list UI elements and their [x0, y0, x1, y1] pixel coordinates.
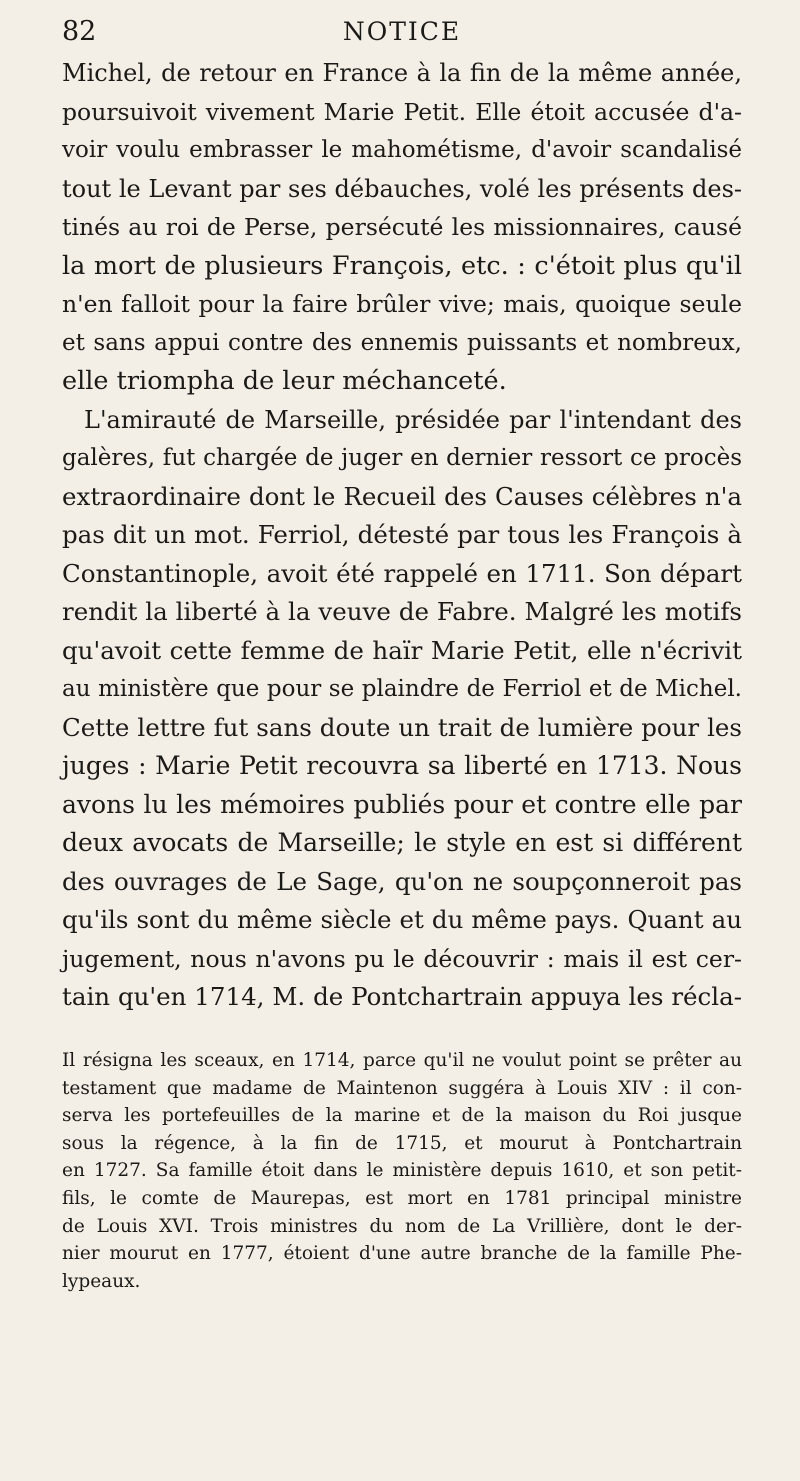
body-text [62, 54, 742, 1017]
running-title: NOTICE [342, 17, 462, 46]
footnote-line: nier mourut en 1777, étoient d'une autre branche de la famille Phe- [62, 1243, 742, 1265]
footnote-line: testament que madame de Maintenon suggéra à Louis XIV : il con- [62, 1077, 742, 1099]
text-line: tout le Levant par ses débauches, volé les présents des- [62, 174, 742, 203]
text-line: pas dit un mot. Ferriol, détesté par tous les François à [62, 520, 742, 549]
text-line: qu'ils sont du même siècle et du même pays. Quant au [62, 905, 742, 934]
page-header [62, 12, 742, 52]
footnote-line: de Louis XVI. Trois ministres du nom de La Vrillière, dont le der- [62, 1215, 742, 1237]
text-line: elle triompha de leur méchanceté. [62, 366, 507, 396]
text-line: au ministère que pour se plaindre de Ferriol et de Michel. [62, 676, 742, 702]
footnote-line: sous la régence, à la fin de 1715, et mourut à Pontchartrain [62, 1132, 742, 1154]
text-line: avons lu les mémoires publiés pour et contre elle par [62, 789, 742, 819]
text-line: rendit la liberté à la veuve de Fabre. Malgré les motifs [62, 597, 742, 626]
text-line: la mort de plusieurs François, etc. : c'étoit plus qu'il [62, 250, 742, 281]
text-line: juges : Marie Petit recouvra sa liberté en 1713. Nous [62, 751, 742, 780]
text-line: Michel, de retour en France à la fin de la même année, [62, 59, 742, 87]
page-number: 82 [62, 16, 97, 47]
text-line: deux avocats de Marseille; le style en est si différent [62, 828, 742, 857]
text-line: Constantinople, avoit été rappelé en 1711. Son départ [62, 558, 742, 588]
text-line: voir voulu embrasser le mahométisme, d'avoir scandalisé [62, 137, 742, 163]
text-line: tinés au roi de Perse, persécuté les missionnaires, causé [62, 213, 742, 241]
text-line: poursuivoit vivement Marie Petit. Elle étoit accusée d'a- [62, 97, 742, 126]
footnote-line: Il résigna les sceaux, en 1714, parce qu'il ne voulut point se prêter au [62, 1050, 742, 1071]
text-line: qu'avoit cette femme de haïr Marie Petit, elle n'écrivit [62, 635, 742, 665]
text-line: galères, fut chargée de juger en dernier ressort ce procès [62, 445, 742, 471]
footnote-line: serva les portefeuilles de la marine et de la maison du Roi jusque [62, 1105, 742, 1127]
text-line: et sans appui contre des ennemis puissants et nombreux, [62, 329, 742, 356]
text-line: L'amirauté de Marseille, présidée par l'intendant des [84, 405, 742, 434]
footnote-line: en 1727. Sa famille étoit dans le ministère depuis 1610, et son petit- [62, 1160, 742, 1182]
text-line: des ouvrages de Le Sage, qu'on ne soupçonneroit pas [62, 866, 742, 896]
text-line: n'en falloit pour la faire brûler vive; mais, quoique seule [62, 290, 742, 318]
footnote [62, 1047, 742, 1295]
text-line: tain qu'en 1714, M. de Pontchartrain appuya les récla- [62, 982, 742, 1011]
footnote-line: lypeaux. [62, 1270, 141, 1292]
text-line: jugement, nous n'avons pu le découvrir : mais il est cer- [62, 944, 742, 973]
text-line: Cette lettre fut sans doute un trait de lumière pour les [62, 712, 742, 742]
footnote-line: fils, le comte de Maurepas, est mort en 1781 principal ministre [62, 1187, 742, 1209]
text-line: extraordinaire dont le Recueil des Causes célèbres n'a [62, 481, 742, 511]
